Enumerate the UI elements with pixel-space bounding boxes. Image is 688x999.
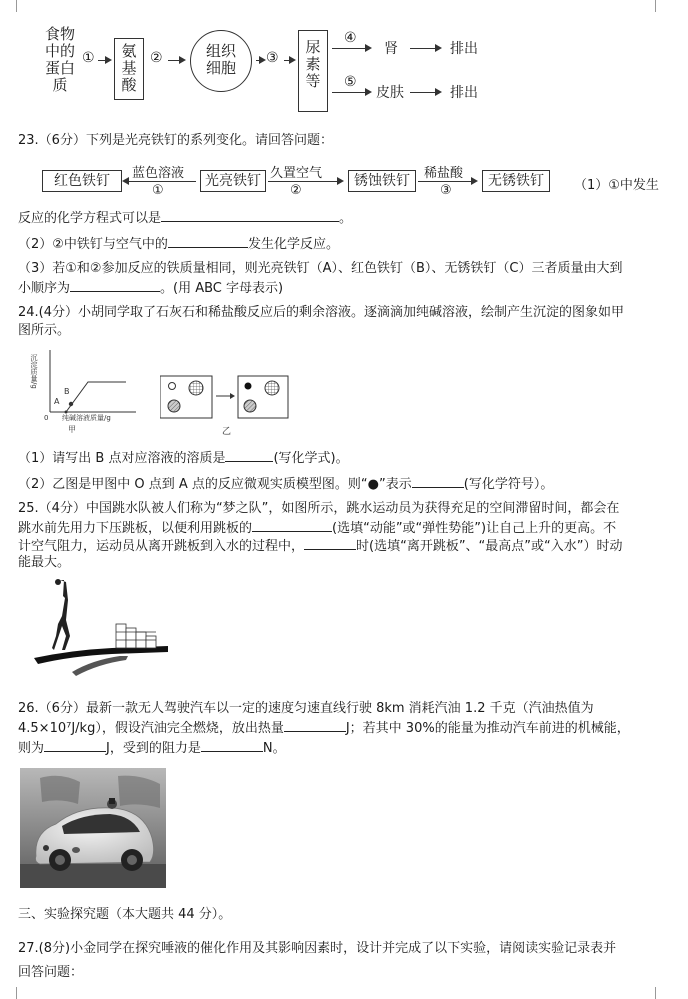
flow-arrow-3b (284, 60, 294, 61)
q26-line2: 4.5×10⁷J/kg），假设汽油完全燃烧，放出热量 J；若其中 30%的能量为推动汽车前进的机械能， (18, 718, 630, 737)
q25-line2: 跳水前先用力下压跳板，以便利用跳板的 (选填“动能”或“弹性势能”)让自己上升的更高。不 (18, 518, 616, 537)
q26-driverless-car-photo (20, 768, 166, 888)
q23-op1-num: ① (152, 183, 164, 198)
q23-blank-air-component[interactable] (168, 234, 248, 248)
flow-step-5: ⑤ (344, 74, 357, 90)
q23-part1: 反应的化学方程式可以是 。 (18, 208, 352, 227)
q26-line1: 26.（6分）最新一款无人驾驶汽车以一定的速度匀速直线行驶 8km 消耗汽油 1.2 千克（汽油热值为 (18, 701, 594, 716)
q23-header: 23.（6分）下列是光亮铁钉的系列变化。请回答问题： (18, 133, 333, 148)
q23-bright-nail-box: 光亮铁钉 (200, 170, 266, 192)
corner-mark-top-left (6, 0, 17, 12)
q24-graph-origin: 0 (44, 414, 49, 422)
q25-line4: 能最大。 (18, 555, 71, 570)
q25-blank-moment[interactable] (304, 536, 356, 550)
q23-rust-nail-box: 锈蚀铁钉 (348, 170, 416, 192)
q24-graph-xlabel: 纯碱溶液质量/g (62, 414, 111, 422)
q23-arrow-3 (418, 181, 476, 182)
q24-figure-jia-graph (26, 346, 142, 436)
q25-blank-energy[interactable] (252, 518, 332, 532)
flow-step-4: ④ (344, 30, 357, 46)
flow-arrow-5 (332, 92, 370, 93)
section-3-title: 三、实验探究题（本大题共 44 分）。 (18, 907, 232, 922)
q26-blank-mechanical-energy[interactable] (44, 738, 106, 752)
corner-mark-bottom-right (655, 987, 666, 999)
q25-line1: 25.（4分）中国跳水队被人们称为“梦之队”，如图所示，跳水运动员为获得充足的空间滞留时间，都会在 (18, 501, 620, 516)
q23-op2-label: 久置空气 (270, 166, 323, 181)
q24-graph-point-a: A (54, 397, 60, 406)
q23-part3-line1: （3）若①和②参加反应的铁质量相同，则光亮铁钉（A）、红色铁钉（B）、无锈铁钉（C）三者质量由大到 (18, 261, 623, 276)
flow-step-3: ③ (266, 50, 279, 66)
q26-line3: 则为 J，受到的阻力是 N。 (18, 738, 286, 757)
q23-op1-label: 蓝色溶液 (132, 166, 185, 181)
flow-arrow-4 (332, 48, 370, 49)
q23-part2: （2）②中铁钉与空气中的 发生化学反应。 (18, 234, 339, 253)
q23-arrow-2 (268, 181, 342, 182)
q23-red-nail-box: 红色铁钉 (42, 170, 122, 192)
q24-blank-solute[interactable] (225, 448, 273, 462)
q23-stainless-nail-box: 无锈铁钉 (482, 170, 550, 192)
q23-op3-label: 稀盐酸 (424, 166, 464, 181)
q26-blank-heat[interactable] (284, 718, 346, 732)
q23-blank-order[interactable] (70, 278, 160, 292)
flow-amino-acid-box: 氨 基 酸 (114, 38, 144, 100)
flow-arrow-skin-out (410, 92, 440, 93)
flow-source-text: 食物 中的 蛋白 质 (44, 25, 75, 94)
q27-line1: 27.(8分)小金同学在探究唾液的催化作用及其影响因素时，设计并完成了以下实验，请阅读实验记录表并 (18, 941, 617, 956)
flow-out-label-2: 排出 (450, 85, 478, 101)
q24-graph-caption-yi: 乙 (222, 427, 232, 437)
flow-arrow-2 (168, 60, 184, 61)
q25-diver-figure (32, 576, 172, 686)
q24-graph-ylabel: 沉淀质量/g (30, 354, 38, 389)
flow-step-2: ② (150, 50, 163, 66)
flow-out-label-1: 排出 (450, 41, 478, 57)
q23-op3-num: ③ (440, 183, 452, 198)
flow-arrow-1 (98, 60, 110, 61)
q23-op2-num: ② (290, 183, 302, 198)
q24-graph-caption-jia: 甲 (68, 425, 76, 434)
q24-header-line2: 图所示。 (18, 323, 71, 338)
flow-skin-label: 皮肤 (376, 85, 404, 101)
q27-line2: 回答问题： (18, 965, 84, 980)
flow-tissue-cell-circle: 组织 细胞 (190, 30, 252, 92)
corner-mark-bottom-left (6, 987, 17, 999)
q24-part1: （1）请写出 B 点对应溶液的溶质是 (写化学式)。 (18, 448, 349, 467)
q24-part2: （2）乙图是甲图中 O 点到 A 点的反应微观实质模型图。则“●”表示 (写化学符号）。 (18, 474, 553, 493)
q24-header-line1: 24.(4分）小胡同学取了石灰石和稀盐酸反应后的剩余溶液。逐滴滴加纯碱溶液，绘制产生沉淀的图象如甲 (18, 305, 625, 320)
flow-urea-box: 尿 素 等 (298, 30, 328, 112)
q23-part1-start: （1）①中发生 (574, 178, 659, 193)
q23-part3-line2: 小顺序为 。(用 ABC 字母表示) (18, 278, 283, 297)
corner-mark-top-right (655, 0, 666, 12)
q23-blank-equation[interactable] (161, 208, 339, 222)
q24-graph-point-b: B (64, 387, 70, 396)
flow-arrow-3a (256, 60, 264, 61)
q25-line3: 计空气阻力，运动员从离开跳板到入水的过程中， 时(选填“离开跳板”、“最高点”或“入水”）时动 (18, 536, 623, 555)
flow-arrow-kidney-out (410, 48, 440, 49)
flow-kidney-label: 肾 (384, 41, 398, 57)
flow-step-1: ① (82, 50, 95, 66)
q26-blank-resistance[interactable] (201, 738, 263, 752)
q23-arrow-1 (124, 181, 196, 182)
q24-blank-symbol[interactable] (412, 474, 464, 488)
q24-figure-yi-model (160, 374, 290, 438)
